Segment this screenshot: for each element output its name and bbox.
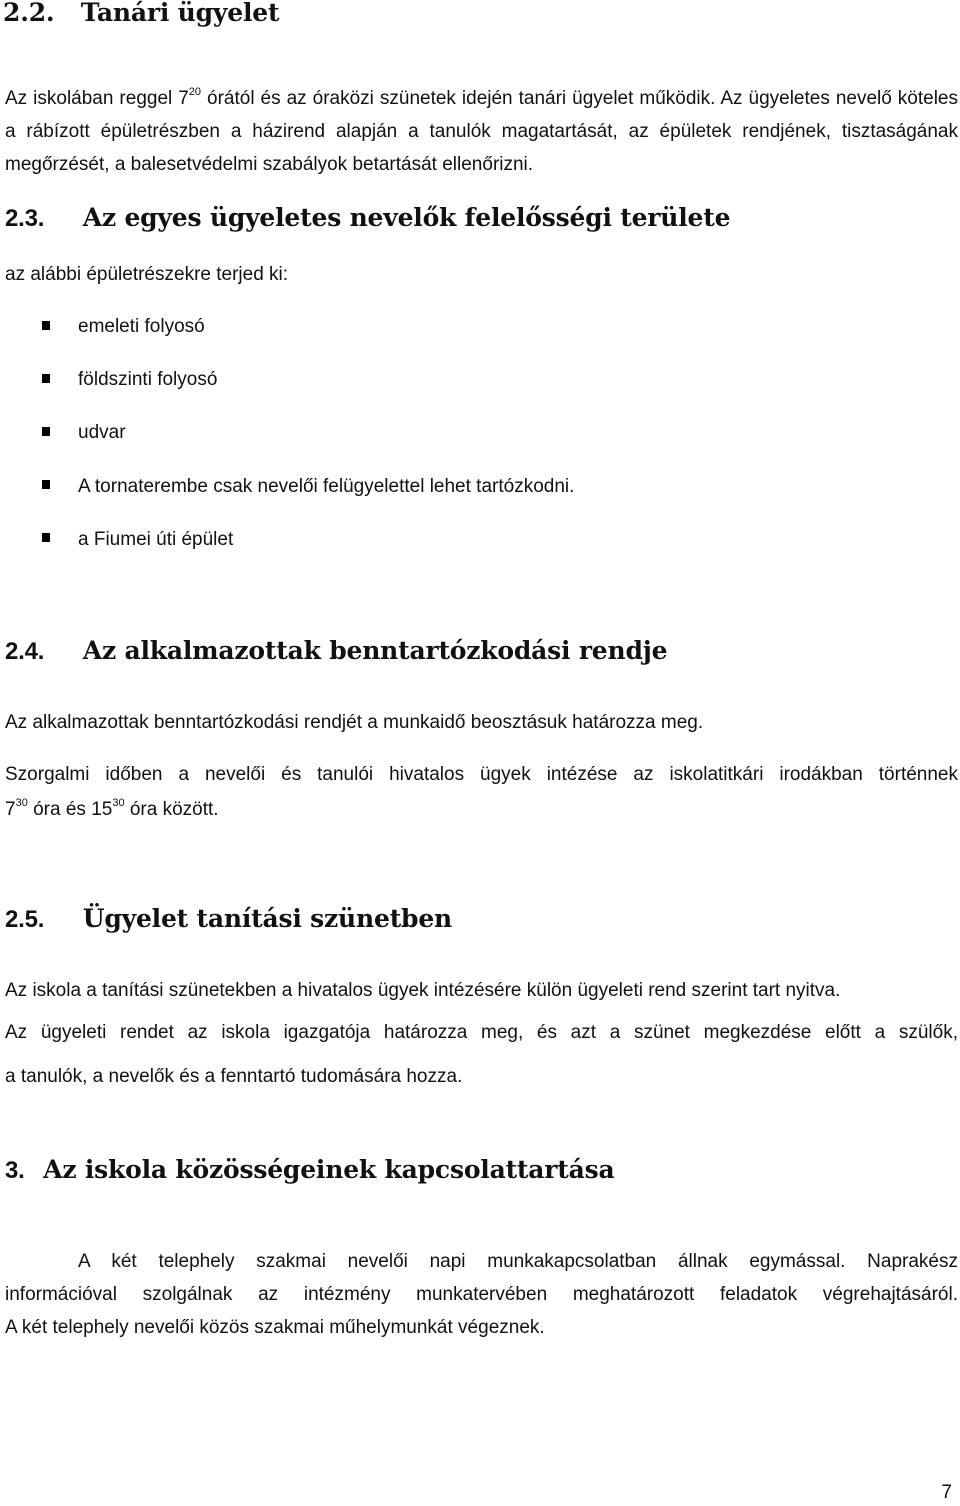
page-number: 7 (941, 1482, 952, 1503)
section-2-4-heading (5, 636, 667, 666)
square-bullet-icon (42, 480, 50, 489)
areas-intro: az alábbi épületrészekre terjed ki: (5, 264, 289, 285)
section-title: Az alkalmazottak benntartózkodási rendje (82, 636, 668, 665)
paragraph-teacher-duty: Az iskolában reggel $7^{20}$ órától és az óraközi szünetek idején tanári ügyelet működik. Az ügyeletes nevelő köteles a rábízott épületrészben a házirend alapján a tanulók magatartását, az épületek rendjének, tisztaságának megőrzését, a balesetvédelmi szabályok betartását ellenőrizni. (5, 86, 959, 175)
section-title: Tanári ügyelet (80, 0, 280, 27)
section-number: 2.5. (5, 906, 45, 933)
section-2-3-heading (5, 203, 730, 233)
section-title: Ügyelet tanítási szünetben (82, 904, 453, 933)
section-title: Az egyes ügyeletes nevelők felelősségi területe (82, 203, 731, 232)
paragraph-holiday-rules-line1: Az ügyeleti rendet az iskola igazgatója határozza meg, és azt a szünet megkezdése előtt a szülők, (5, 1022, 958, 1043)
paragraph-contact-line1: A két telephely szakmai nevelői napi munkakapcsolatban állnak egymással. Naprakész (78, 1251, 958, 1272)
paragraph-holiday-opening: Az iskola a tanítási szünetekben a hivatalos ügyek intézésére külön ügyeleti rend szerint tart nyitva. (5, 980, 841, 1001)
paragraph-office-hours-line2: $7^{30}$ óra és $15^{30}$ óra között. (5, 797, 219, 820)
paragraph-office-hours-line1: Szorgalmi időben a nevelői és tanulói hivatalos ügyek intézése az iskolatitkári irodákban történnek (5, 764, 958, 785)
section-number: 2.4. (5, 638, 45, 665)
paragraph-holiday-rules-line2: a tanulók, a nevelők és a fenntartó tudomására hozza. (5, 1066, 463, 1087)
section-title: Az iskola közösségeinek kapcsolattartása (43, 1155, 615, 1184)
paragraph-staff-presence: Az alkalmazottak benntartózkodási rendjét a munkaidő beosztásuk határozza meg. (5, 712, 704, 733)
section-2-5-heading (5, 904, 452, 934)
square-bullet-icon (42, 374, 50, 383)
section-2-2-heading (3, 0, 279, 27)
section-number: 3. (5, 1157, 25, 1184)
square-bullet-icon (42, 427, 50, 436)
section-number: 2.2. (3, 0, 55, 27)
section-3-heading (5, 1155, 614, 1185)
paragraph-contact-line3: A két telephely nevelői közös szakmai műhelymunkát végeznek. (5, 1317, 545, 1338)
section-number: 2.3. (5, 205, 45, 232)
square-bullet-icon (42, 321, 50, 330)
square-bullet-icon (42, 533, 50, 542)
paragraph-contact-line2: információval szolgálnak az intézmény munkatervében meghatározott feladatok végrehajtásáról. (5, 1284, 958, 1305)
